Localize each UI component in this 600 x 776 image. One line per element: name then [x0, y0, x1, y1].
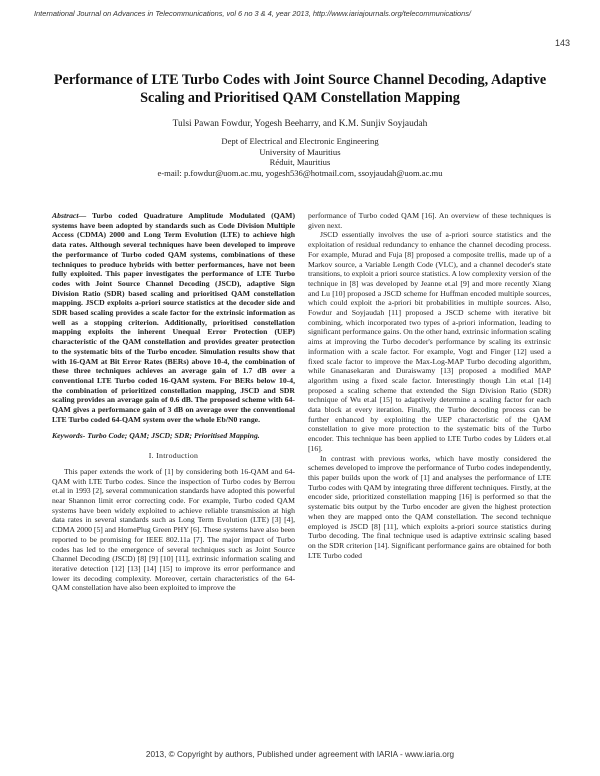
keywords: Keywords- Turbo Code; QAM; JSCD; SDR; Prioritised Mapping.	[52, 431, 260, 441]
affiliation	[50, 136, 550, 178]
affiliation-city: Réduit, Mauritius	[269, 157, 331, 168]
right-column	[308, 211, 551, 560]
right-paragraph: JSCD essentially involves the use of a-priori source statistics and the exploitation of residual redundancy to enhance the channel decoding process. For example, Murad and Fuja [8] proposed a composite trellis, made up of a Markov source, a Variable Length Code (VLC), and a channel decoder's state transitions, to exploit a priori source statistics. A low complexity version of the technique in [8] was developed by Jeanne et.al [9] and more recently Xiang and Lu [10] proposed a JSCD scheme for Huffman encoded multiple sources, which could exploit the a-priori bit probabilities in multiple sources. Also, Fowdur and Soyjaudah [11] proposed a JSCD scheme with iterative bit combining, which incorporated two types of a-priori information, leading to significant performance gains. On the other hand, extrinsic information scaling aims at improving the Turbo decoder's performance by scaling its extrinsic information with a scale factor. For example, Vogt and Finger [12] used a fixed scale factor to improve the Max-Log-MAP Turbo decoding algorithm, while Gnanasekaran and Duraiswamy [13] proposed a modified MAP algorithm using a fixed scale factor. Interestingly though Lin et.al [14] proposed a scaling scheme that extended the Sign Division Ratio (SDR) technique of Wu et.al [15] to adaptively determine a scaling factor for each data block at every iteration. Finally, the Turbo decoding process can be further enhanced by exploiting the UEP characteristic of the QAM constellation to give more protection to the systematic bits of the Turbo encoder. This technique has been applied to LTE Turbo codes by Lüders et.al [16].	[308, 230, 551, 453]
left-column	[52, 211, 295, 593]
affiliation-dept: Dept of Electrical and Electronic Engineering	[221, 136, 379, 146]
intro-paragraph: This paper extends the work of [1] by considering both 16-QAM and 64-QAM with LTE Turbo codes. Since the inspection of Turbo codes by Berrou et.al in 1993 [2], several communication standards have adopted this powerful near Shannon limit error correcting code. For example, Turbo coded QAM systems have been widely exploited to achieve reliable transmission at high data rates in several standards such as Long Term Evolution (LTE) [3] [4], CDMA 2000 [5] and HomePlug Green PHY [6]. These systems have also been reported to be promising for IEEE 802.11a [7]. The major impact of Turbo codes has led to the emergence of several techniques such as Joint Source Channel Decoding (JSCD) [8] [9] [10] [11], extrinsic information scaling and iterative detection [12] [13] [14] [15] to improve its error performance and lower its decoding complexity. Moreover, certain characteristics of the 64-QAM constellation have also been exploited to improve the	[52, 466, 295, 593]
authors: Tulsi Pawan Fowdur, Yogesh Beeharry, and K.M. Sunjiv Soyjaudah	[172, 119, 428, 129]
abstract	[52, 211, 295, 424]
paper-title: Performance of LTE Turbo Codes with Joint Source Channel Decoding, Adaptive Scaling and Prioritised QAM Constellation Mapping	[53, 72, 547, 106]
copyright-footer: 2013, © Copyright by authors, Published under agreement with IARIA - www.iaria.org	[145, 750, 455, 759]
journal-header: International Journal on Advances in Telecommunications, vol 6 no 3 & 4, year 2013, http://www.iariajournals.org/telecommunications/	[34, 9, 471, 18]
page-number: 143	[554, 38, 570, 48]
abstract-lead: Abstract—	[52, 211, 87, 220]
section-heading-introduction: I. Introduction	[148, 451, 199, 461]
abstract-text: Turbo coded Quadrature Amplitude Modulated (QAM) systems have been adopted by standards such as Code Division Multiple Access (CDMA) 2000 and Long Term Evolution (LTE) to achieve high data rates. Although several techniques have been developed to improve the performance of Turbo coded QAM systems, combinations of these techniques to produce hybrids with better performances, have not been fully exploited. This paper investigates the performance of LTE Turbo codes with Joint Source Channel Decoding (JSCD), adaptive Sign Division Ratio (SDR) based scaling and prioritised QAM constellation mapping. JSCD exploits a-priori source statistics at the decoder side and SDR based scaling provides a scale factor for the extrinsic information as well as a stopping criterion. Additionally, prioritised constellation mapping exploits the inherent Unequal Error Protection (UEP) characteristic of the QAM constellation and provides greater protection to the systematic bits of the Turbo encoder. Simulation results show that with 16-QAM at Bit Error Rates (BERs) above 10-4, the combination of these three techniques achieves an average gain of 1.7 dB over a conventional LTE Turbo coded 16-QAM system. For BERs below 10-4, the combination of prioritized constellation mapping, JSCD and SDR scaling provides an average gain of 0.6 dB. The proposed scheme with 64-QAM gives a performance gain of 3 dB on average over the conventional LTE Turbo coded 64-QAM system over the whole Eb/N0 range.	[52, 211, 295, 424]
right-paragraph: performance of Turbo coded QAM [16]. An overview of these techniques is given next.	[308, 211, 551, 230]
affiliation-university: University of Mauritius	[259, 146, 341, 157]
right-paragraph: In contrast with previous works, which have mostly considered the schemes developed to improve the performance of Turbo codes independently, this paper builds upon the work of [1] and analyses the performance of LTE Turbo codes with QAM by integrating three different techniques. Firstly, at the encoder side, prioritized constellation mapping [16] is performed so that the systematic bits output by the Turbo encoder are given the highest protection when they are mapped onto the QAM constellation. The second technique employed is JSCD [8] [11], which exploits a-priori source statistics during Turbo decoding. The final technique used is adaptive extrinsic scaling based on the SDR criterion [14]. Significant performance gains are obtained for both LTE Turbo coded	[308, 453, 551, 560]
affiliation-email: e-mail: p.fowdur@uom.ac.mu, yogesh536@hotmail.com, ssoyjaudah@uom.ac.mu	[157, 167, 443, 178]
